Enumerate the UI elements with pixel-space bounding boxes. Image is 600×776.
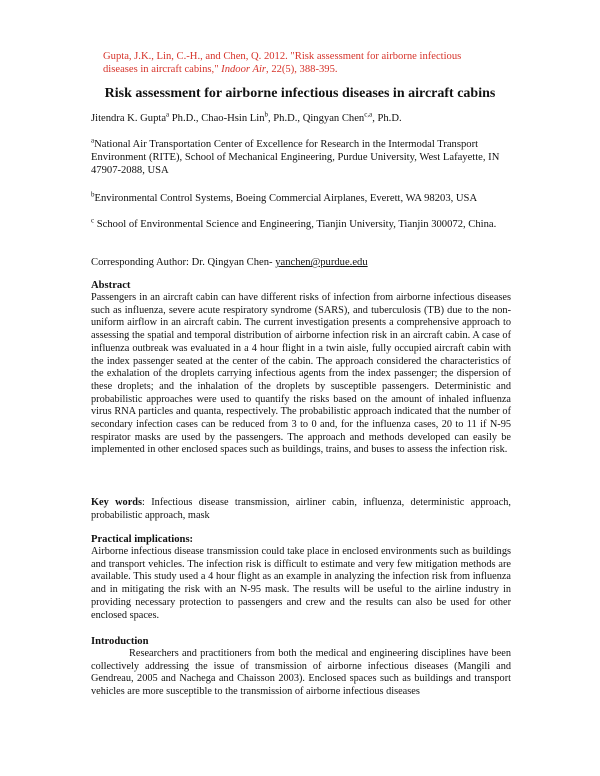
citation-line2: diseases in aircraft cabins,"	[103, 64, 222, 75]
keywords	[91, 497, 511, 522]
practical-heading: Practical implications:	[91, 534, 194, 545]
paper-title: Risk assessment for airborne infectious diseases in aircraft cabins	[104, 86, 496, 101]
introduction-heading: Introduction	[91, 636, 149, 647]
affiliation-a: $^a$National Air Transportation Center of Excellence for Research in the Intermodal Transport Environment (RITE), School of Mechanical Engineering, Purdue University, West Lafayette, IN 47907-2088, USA	[91, 136, 500, 176]
citation-line1: Gupta, J.K., Lin, C.-H., and Chen, Q. 2012. "Risk assessment for airborne infectious	[103, 51, 462, 62]
author-gupta: Jitendra K. Gupta	[91, 113, 167, 124]
citation	[103, 50, 503, 76]
keywords-label: Key words	[91, 497, 142, 508]
abstract-heading: Abstract	[91, 280, 131, 291]
citation-volume: , 22(5), 388-395.	[266, 64, 338, 75]
abstract-text: Passengers in an aircraft cabin can have different risks of infection from airborne infectious diseases such as influenza, severe acute respiratory syndrome (SARS), and tuberculosis (TB) due to the non-uniform airflow in an aircraft cabin. The current investigation presents a comprehensive approach to assessing the spatial and temporal distribution of airborne infection risk in an aircraft cabin. A case of influenza outbreak was evaluated in a 4 hour flight in a twin aisle, fully occupied aircraft cabin with the index passenger seated at the center of the cabin. The approach considered the characteristics of the exhalation of the droplets carrying infectious agents from the index passenger; the dispersion of these droplets; and the inhalation of the droplets by susceptible passengers. Deterministic and probabilistic approaches were used to quantify the risks based on the amount of inhaled influenza virus RNA particles and quanta, respectively. The probabilistic approach indicated that the number of secondary infection cases can be reduced from 3 to 0 and, for the influenza cases, 20 to 11 if N-95 respirator masks are used by the passengers. The approach and methods developed can easily be implemented in other enclosed spaces such as buildings, trains, and buses to assess the infection risk.	[91, 292, 511, 456]
introduction-text: Researchers and practitioners from both the medical and engineering disciplines have been collectively addressing the issue of transmission of airborne infectious diseases (Mangili and Gendreau, 2005 and Nachega and Chaisson 2003). Enclosed spaces such as buildings and transport vehicles are more susceptible to the transmission of airborne infectious diseases	[91, 648, 511, 698]
email-link[interactable]: yanchen@purdue.edu	[275, 257, 368, 268]
citation-journal: Indoor Air	[221, 64, 267, 75]
practical-text: Airborne infectious disease transmission could take place in enclosed environments such as buildings and transport vehicles. The infection risk is difficult to estimate and very few mitigation methods are available. This study used a 4 hour flight as an example in analyzing the infection risk from influenza and in mitigating the risk with an N-95 mask. The results will be useful to the airline industry in providing necessary protection to passengers and crew and the results can also be used for other enclosed spaces.	[91, 546, 511, 621]
affiliation-b: $^b$Environmental Control Systems, Boeing Commercial Airplanes, Everett, WA 98203, USA	[91, 190, 478, 204]
author-list: Jitendra K. Gupta$^a$ Ph.D., Chao-Hsin Lin$^b$, Ph.D., Qingyan Chen$^{c,a}$, Ph.D.	[91, 110, 402, 124]
affiliation-c: $^c$ School of Environmental Science and Engineering, Tianjin University, Tianjin 300072, China.	[91, 216, 497, 230]
keywords-text: : Infectious disease transmission, airliner cabin, influenza, deterministic approach, probabilistic approach, mask	[91, 497, 511, 521]
corresponding-author: Corresponding Author: Dr. Qingyan Chen- yanchen@purdue.edu	[91, 257, 368, 268]
